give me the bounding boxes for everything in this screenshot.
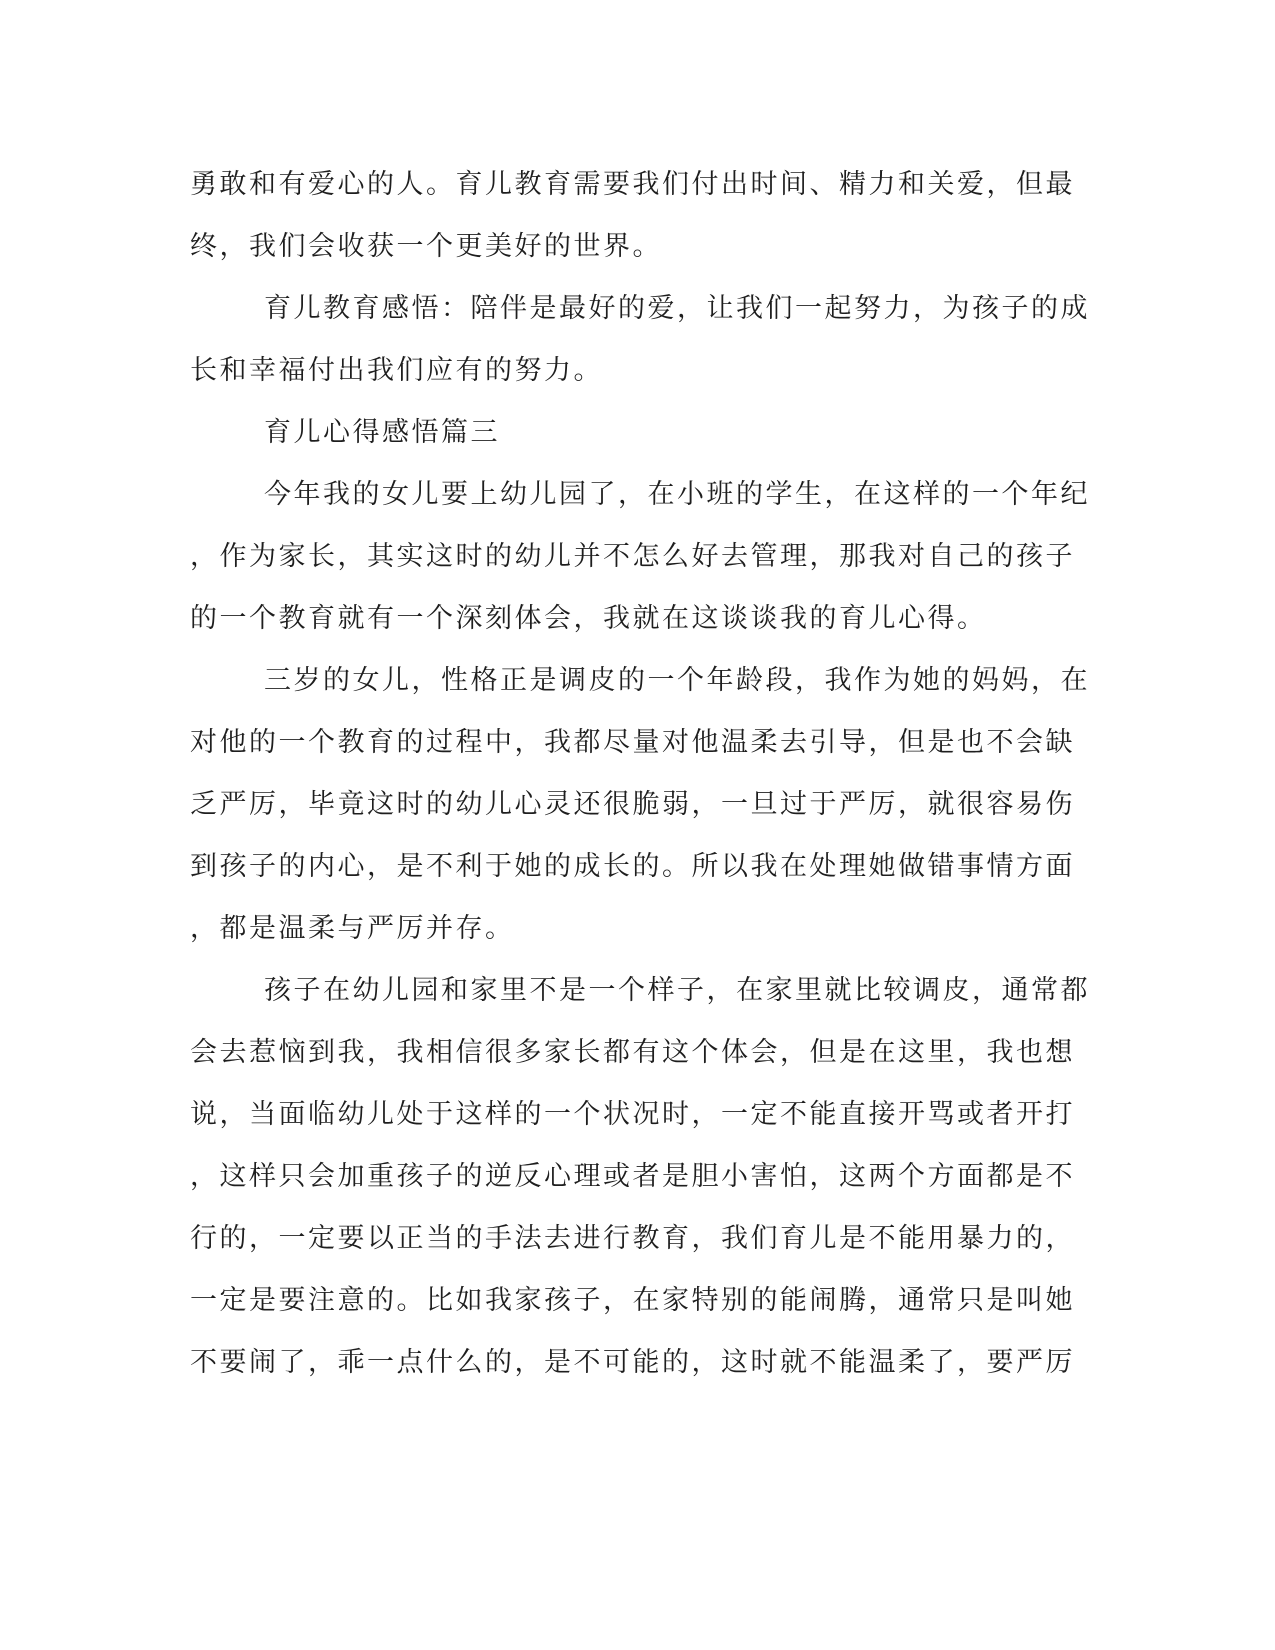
text-line: 说，当面临幼儿处于这样的一个状况时，一定不能直接开骂或者开打 xyxy=(190,1099,1075,1130)
text-line: 勇敢和有爱心的人。育儿教育需要我们付出时间、精力和关爱，但最 xyxy=(190,169,1075,200)
text-line: 不要闹了，乖一点什么的，是不可能的，这时就不能温柔了，要严厉 xyxy=(190,1347,1075,1378)
text-line: 长和幸福付出我们应有的努力。 xyxy=(190,355,603,386)
text-line: 一定是要注意的。比如我家孩子，在家特别的能闹腾，通常只是叫她 xyxy=(190,1285,1075,1316)
text-line: 终，我们会收获一个更美好的世界。 xyxy=(190,231,662,262)
section-heading: 育儿心得感悟篇三 xyxy=(264,417,500,448)
text-line: ，这样只会加重孩子的逆反心理或者是胆小害怕，这两个方面都是不 xyxy=(190,1161,1075,1192)
text-line: 的一个教育就有一个深刻体会，我就在这谈谈我的育儿心得。 xyxy=(190,603,987,634)
text-line: 行的，一定要以正当的手法去进行教育，我们育儿是不能用暴力的， xyxy=(190,1223,1075,1254)
text-line: 会去惹恼到我，我相信很多家长都有这个体会，但是在这里，我也想 xyxy=(190,1037,1075,1068)
text-line: ，都是温柔与严厉并存。 xyxy=(190,913,515,944)
text-line: 孩子在幼儿园和家里不是一个样子，在家里就比较调皮，通常都 xyxy=(264,975,1090,1006)
text-line: 育儿教育感悟：陪伴是最好的爱，让我们一起努力，为孩子的成 xyxy=(264,293,1090,324)
text-line: 对他的一个教育的过程中，我都尽量对他温柔去引导，但是也不会缺 xyxy=(190,727,1075,758)
text-line: ，作为家长，其实这时的幼儿并不怎么好去管理，那我对自己的孩子 xyxy=(190,541,1075,572)
document-body xyxy=(190,154,1090,1394)
text-line: 三岁的女儿，性格正是调皮的一个年龄段，我作为她的妈妈，在 xyxy=(264,665,1090,696)
text-line: 今年我的女儿要上幼儿园了，在小班的学生，在这样的一个年纪 xyxy=(264,479,1090,510)
text-line: 到孩子的内心，是不利于她的成长的。所以我在处理她做错事情方面 xyxy=(190,851,1075,882)
text-line: 乏严厉，毕竟这时的幼儿心灵还很脆弱，一旦过于严厉，就很容易伤 xyxy=(190,789,1075,820)
